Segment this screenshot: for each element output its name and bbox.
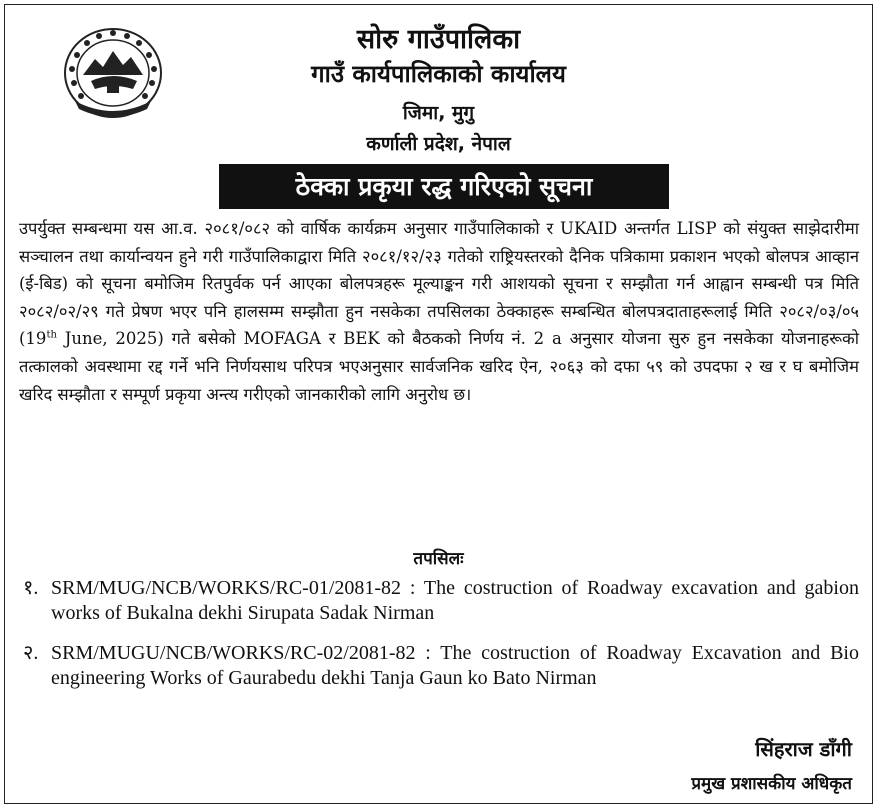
item-text: SRM/MUGU/NCB/WORKS/RC-02/2081-82 : The costruction of Roadway Excavation and Bio engineering Works of Gaurabedu dekhi Tanja Gaun ko Bato Nirman xyxy=(51,642,859,689)
schedule-item xyxy=(23,641,859,690)
signatory-title: प्रमुख प्रशासकीय अधिकृत xyxy=(691,774,852,794)
item-number: २. xyxy=(23,642,39,664)
schedule-item xyxy=(23,576,859,625)
ordinal-suffix: th xyxy=(46,329,57,341)
office-location: जिमा, मुगु xyxy=(402,102,475,124)
item-text: SRM/MUG/NCB/WORKS/RC-01/2081-82 : The costruction of Roadway excavation and gabion works of Bukalna dekhi Sirupata Sadak Nirman xyxy=(51,577,859,624)
province-name: कर्णाली प्रदेश, नेपाल xyxy=(366,133,511,155)
notice-document xyxy=(4,4,873,804)
municipality-name: सोरु गाउँपालिका xyxy=(356,24,521,55)
notice-body xyxy=(19,215,859,408)
office-name: गाउँ कार्यपालिकाको कार्यालय xyxy=(311,60,566,88)
signatory-name: सिंहराज डाँगी xyxy=(755,737,852,761)
schedule-heading: तपसिलः xyxy=(413,549,464,569)
notice-body-part1: उपर्युक्त सम्बन्धमा यस आ.व. २०८१/०८२ को वार्षिक कार्यक्रम अनुसार गाउँपालिकाको र UKAID अन्तर्गत LISP को संयुक्त साझेदारीमा सञ्चालन तथा कार्यान्वयन हुने गरी गाउँपालिकाद्वारा मिति २०८१/१२/२३ गतेको राष्ट्रियस्तरको दैनिक पत्रिकामा प्रकाशन भएको बोलपत्र आव्हान (ई-बिड) को सूचना बमोजिम रितपुर्वक पर्न आएका बोलपत्रहरू मूल्याङ्कन गरी आशयको सूचना र सम्झौता गर्न आह्वान सम्बन्धी पत्र मिति २०८२/०२/२९ गते प्रेषण भएर पनि हालसम्म सम्झौता हुन नसकेका तपसिलका ठेक्काहरू सम्बन्धित बोलपत्रदाताहरूलाई मिति २०८२/०३/०५ (19 xyxy=(19,219,859,349)
notice-body-part2: June, 2025) गते बसेको MOFAGA र BEK को बैठकको निर्णय नं. 2 a अनुसार योजना सुरु हुन नसकेका योजनाहरूको तत्कालको अवस्थामा रद्द गर्ने भनि निर्णयसाथ परिपत्र भएअनुसार सार्वजनिक खरिद ऐन, २०६३ को दफा ५९ को उपदफा २ ख र घ बमोजिम खरिद सम्झौता र सम्पूर्ण प्रकृया अन्त्य गरीएको जानकारीको लागि अनुरोध छ। xyxy=(19,329,859,404)
notice-title: ठेक्का प्रकृया रद्ध गरिएको सूचना xyxy=(219,164,669,209)
item-number: १. xyxy=(23,577,39,599)
